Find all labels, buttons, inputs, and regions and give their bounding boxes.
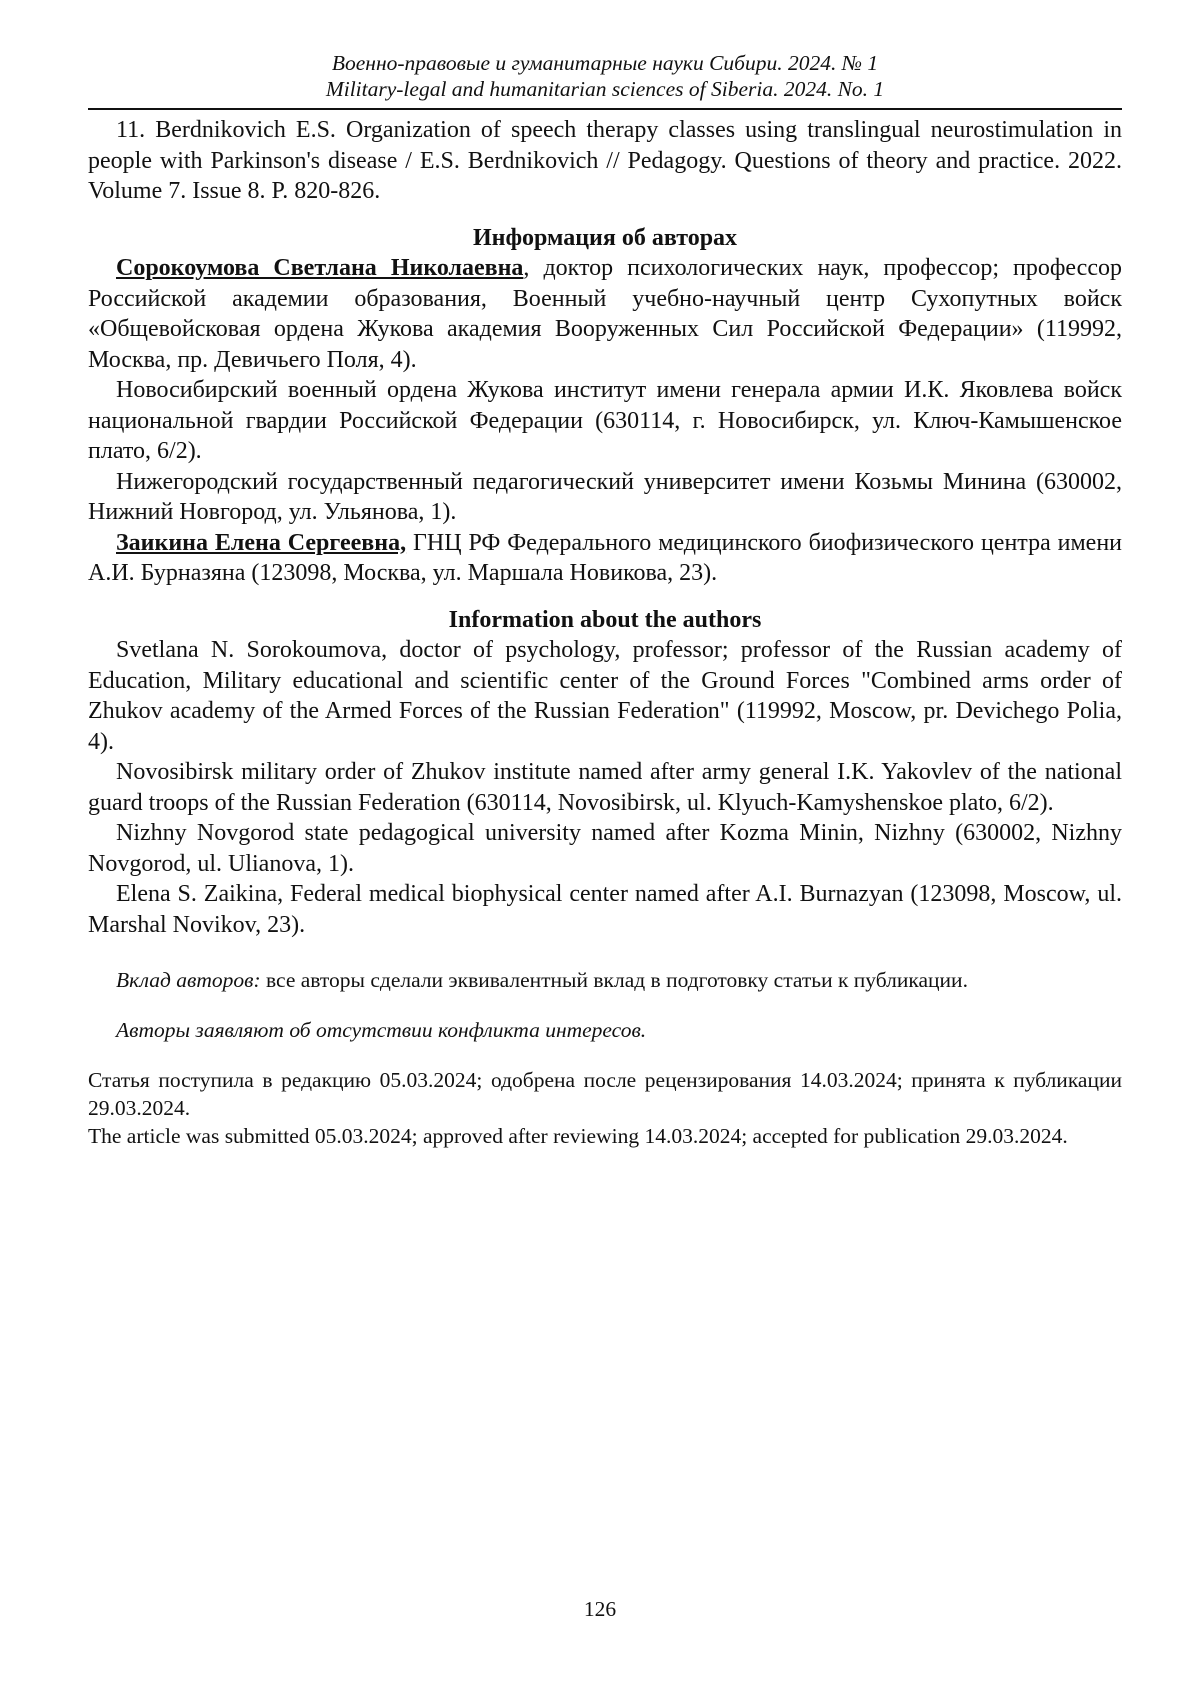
author1-ru-name: Сорокоумова Светлана Николаевна: [116, 255, 524, 281]
page-number: 126: [583, 1597, 617, 1621]
authors-en-heading: Information about the authors: [448, 606, 762, 633]
author1-en-paragraph: Svetlana N. Sorokoumova, doctor of psychology, professor; professor of the Russian academy of Education, Military educational and scientific center of the Ground Forces "Combined arms order of Zhukov academy of the Armed Forces of the Russian Federation" (119992, Moscow, pr. Devichego Polia, 4).: [88, 637, 1122, 755]
affiliation2-en: Novosibirsk military order of Zhukov institute named after army general I.K. Yakovlev of the national guard troops of the Russian Federation (630114, Novosibirsk, ul. Klyuch-Kamyshenskoe plato, 6/2).: [88, 759, 1122, 816]
author2-ru-paragraph: [88, 528, 1122, 589]
author1-ru-text: , доктор психологических наук, профессор; профессор Российской академии образования, Военный учебно-научный центр Сухопутных войск «Общевойсковая ордена Жукова академия Вооруженных Сил Российской Федерации» (119992, Москва, пр. Девичьего Поля, 4).: [88, 255, 1122, 373]
header-rule: [88, 108, 1122, 110]
contribution-label: Вклад авторов:: [116, 968, 261, 992]
authors-ru-heading: Информация об авторах: [472, 224, 738, 251]
spacer: [88, 994, 1122, 1016]
page-body: [88, 115, 1122, 1150]
spacer: [88, 940, 1122, 966]
journal-title-en: Military-legal and humanitarian sciences of Siberia. 2024. No. 1: [325, 77, 885, 101]
author1-ru-paragraph: [88, 253, 1122, 375]
affiliation2-ru: Новосибирский военный ордена Жукова институт имени генерала армии И.К. Яковлева войск национальной гвардии Российской Федерации (630114, г. Новосибирск, ул. Ключ-Камышенское плато, 6/2).: [88, 377, 1122, 464]
author2-ru-name: Заикина Елена Сергеевна,: [116, 529, 407, 556]
affiliation3-ru: Нижегородский государственный педагогический университет имени Козьмы Минина (630002, Нижний Новгород, ул. Ульянова, 1).: [88, 468, 1122, 525]
dates-ru: Статья поступила в редакцию 05.03.2024; одобрена после рецензирования 14.03.2024; принята к публикации 29.03.2024.: [88, 1068, 1122, 1120]
conflict-statement: Авторы заявляют об отсутствии конфликта интересов.: [116, 1018, 647, 1042]
spacer: [88, 1044, 1122, 1066]
contribution-text: все авторы сделали эквивалентный вклад в подготовку статьи к публикации.: [260, 968, 968, 992]
author2-en-paragraph: Elena S. Zaikina, Federal medical biophysical center named after A.I. Burnazyan (123098, Moscow, ul. Marshal Novikov, 23).: [88, 881, 1122, 938]
reference-item: 11. Berdnikovich E.S. Organization of speech therapy classes using translingual neurostimulation in people with Parkinson's disease / E.S. Berdnikovich // Pedagogy. Questions of theory and practice. 2022. Volume 7. Issue 8. P. 820-826.: [88, 117, 1122, 204]
author2-ru-text: ГНЦ РФ Федерального медицинского биофизического центра имени А.И. Бурназяна (123098, Москва, ул. Маршала Новикова, 23).: [88, 529, 1123, 586]
contribution-statement: [88, 966, 1122, 994]
journal-title-ru: Военно-правовые и гуманитарные науки Сибири. 2024. № 1: [331, 51, 879, 75]
journal-header: [88, 50, 1122, 102]
dates-en: The article was submitted 05.03.2024; approved after reviewing 14.03.2024; accepted for publication 29.03.2024.: [88, 1124, 1068, 1148]
affiliation3-en: Nizhny Novgorod state pedagogical university named after Kozma Minin, Nizhny (630002, Nizhny Novgorod, ul. Ulianova, 1).: [88, 820, 1122, 877]
